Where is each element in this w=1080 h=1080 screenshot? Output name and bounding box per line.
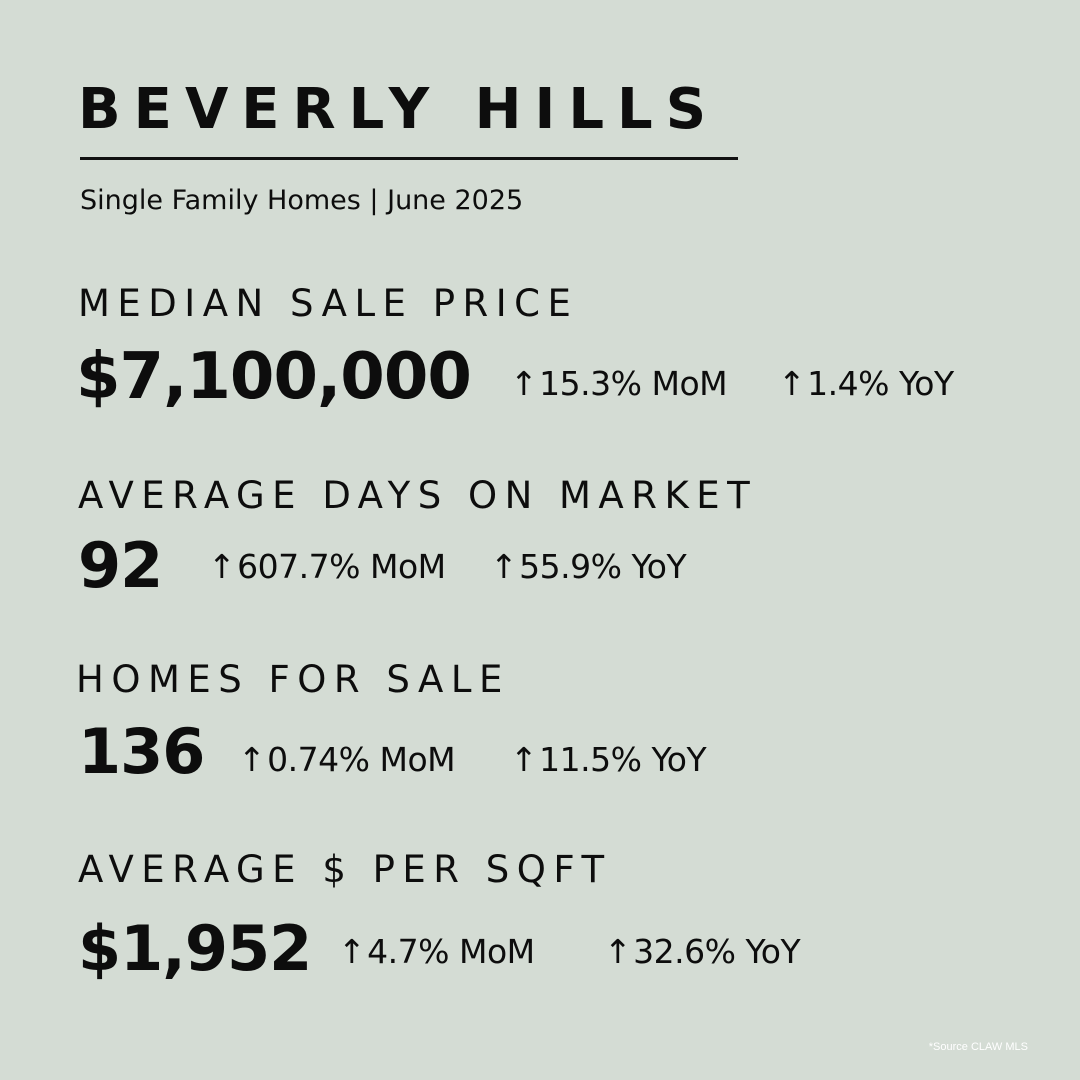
metric-mom-median-sale-price <box>510 364 727 404</box>
metric-yoy-average-per-sqft <box>604 932 800 972</box>
metric-label-median-sale-price: MEDIAN SALE PRICE <box>78 282 579 325</box>
yoy-text: 1.4% YoY <box>807 364 954 403</box>
arrow-up-icon: ↑ <box>490 547 518 586</box>
arrow-up-icon: ↑ <box>778 364 806 403</box>
mom-text: 0.74% MoM <box>267 740 456 779</box>
metric-mom-average-days-on-market <box>208 547 446 587</box>
arrow-up-icon: ↑ <box>510 364 538 403</box>
metric-yoy-homes-for-sale <box>510 740 706 780</box>
mom-text: 607.7% MoM <box>237 547 446 586</box>
metric-mom-homes-for-sale <box>238 740 455 780</box>
arrow-up-icon: ↑ <box>338 932 366 971</box>
yoy-text: 32.6% YoY <box>633 932 801 971</box>
title-divider <box>80 157 738 160</box>
arrow-up-icon: ↑ <box>510 740 538 779</box>
metric-label-average-days-on-market: AVERAGE DAYS ON MARKET <box>78 474 758 517</box>
mom-text: 4.7% MoM <box>367 932 535 971</box>
yoy-text: 11.5% YoY <box>539 740 707 779</box>
metric-label-average-per-sqft: AVERAGE $ PER SQFT <box>78 848 612 891</box>
metric-value-homes-for-sale: 136 <box>78 715 205 788</box>
metric-value-average-per-sqft: $1,952 <box>78 912 312 985</box>
arrow-up-icon: ↑ <box>604 932 632 971</box>
arrow-up-icon: ↑ <box>238 740 266 779</box>
page-title: BEVERLY HILLS <box>78 77 720 142</box>
yoy-text: 55.9% YoY <box>519 547 687 586</box>
metric-value-median-sale-price: $7,100,000 <box>76 340 471 414</box>
page-subtitle: Single Family Homes | June 2025 <box>80 185 524 216</box>
metric-yoy-average-days-on-market <box>490 547 686 587</box>
metric-mom-average-per-sqft <box>338 932 535 972</box>
metric-label-homes-for-sale: HOMES FOR SALE <box>76 658 510 701</box>
metric-value-average-days-on-market: 92 <box>78 529 163 602</box>
source-note: *Source CLAW MLS <box>928 1041 1028 1053</box>
arrow-up-icon: ↑ <box>208 547 236 586</box>
mom-text: 15.3% MoM <box>539 364 728 403</box>
metric-yoy-median-sale-price <box>778 364 954 404</box>
